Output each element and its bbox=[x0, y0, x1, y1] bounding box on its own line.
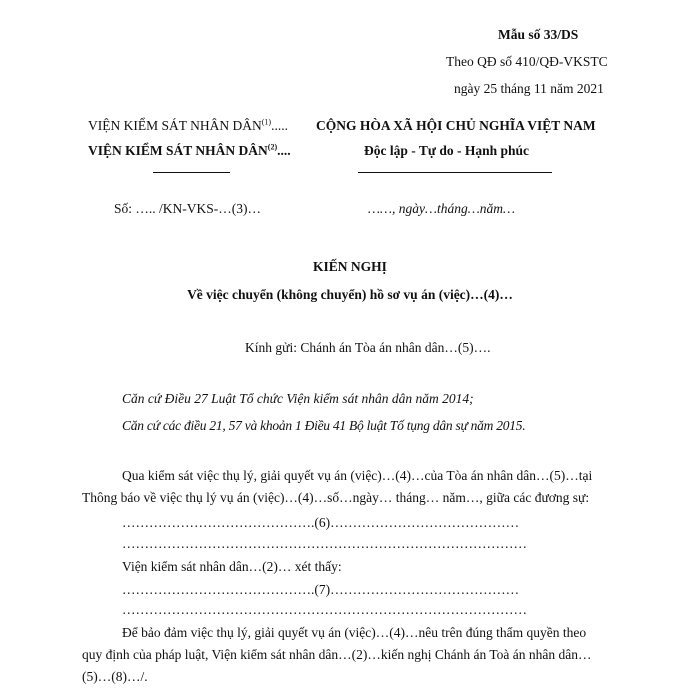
document-title: KIẾN NGHỊ bbox=[313, 259, 387, 274]
procuracy-line-1-text: VIỆN KIỂM SÁT NHÂN DÂN bbox=[88, 118, 262, 133]
place-and-date: ……, ngày…tháng…năm… bbox=[368, 201, 516, 216]
fill-field-7-line1: …………………………………….(7)…………………………………… bbox=[122, 582, 520, 597]
procuracy-line-1-tail: ..... bbox=[271, 118, 288, 133]
fill-field-7-line2: ……………………………………………………………………………… bbox=[122, 602, 527, 617]
legal-basis-1: Căn cứ Điều 27 Luật Tổ chức Viện kiểm sát nhân dân năm 2014; bbox=[122, 391, 474, 406]
recipient: Kính gửi: Chánh án Tòa án nhân dân…(5)…. bbox=[245, 340, 491, 355]
left-header-rule bbox=[153, 172, 230, 173]
body-para2: Viện kiểm sát nhân dân…(2)… xét thấy: bbox=[122, 559, 342, 574]
document-number: Số: ….. /KN-VKS-…(3)… bbox=[114, 201, 261, 216]
procuracy-line-1-note: (1) bbox=[261, 117, 272, 127]
legal-basis-2: Căn cứ các điều 21, 57 và khoản 1 Điều 41 Bộ luật Tố tụng dân sự năm 2015. bbox=[122, 418, 526, 433]
body-para3-line3: (5)…(8)…/. bbox=[82, 669, 148, 684]
right-header-rule bbox=[358, 172, 552, 173]
procuracy-line-2-text: VIỆN KIỂM SÁT NHÂN DÂN bbox=[88, 143, 268, 158]
body-para1-line2: Thông báo về việc thụ lý vụ án (việc)…(4)…số…ngày… tháng… năm…, giữa các đương sự: bbox=[82, 490, 590, 505]
decision-date: ngày 25 tháng 11 năm 2021 bbox=[454, 81, 604, 96]
form-number: Mẫu số 33/DS bbox=[498, 27, 579, 42]
procuracy-line-1 bbox=[88, 118, 288, 134]
fill-field-6-line2: ……………………………………………………………………………… bbox=[122, 536, 527, 551]
national-title: CỘNG HÒA XÃ HỘI CHỦ NGHĨA VIỆT NAM bbox=[316, 118, 596, 133]
fill-field-6-line1: …………………………………….(6)…………………………………… bbox=[122, 515, 520, 530]
body-para3-line2: quy định của pháp luật, Viện kiểm sát nhân dân…(2)…kiến nghị Chánh án Toà án nhân dân… bbox=[82, 647, 592, 662]
procuracy-line-2-tail: .... bbox=[277, 143, 291, 158]
national-motto: Độc lập - Tự do - Hạnh phúc bbox=[364, 143, 530, 158]
procuracy-line-2-note: (2) bbox=[267, 142, 278, 152]
body-para3-line1: Để bảo đảm việc thụ lý, giải quyết vụ án (việc)…(4)…nêu trên đúng thẩm quyền theo bbox=[122, 625, 587, 640]
decision-reference: Theo QĐ số 410/QĐ-VKSTC bbox=[446, 54, 608, 69]
procuracy-line-2 bbox=[88, 143, 291, 159]
body-para1-line1: Qua kiểm sát việc thụ lý, giải quyết vụ án (việc)…(4)…của Tòa án nhân dân…(5)…tại bbox=[122, 468, 593, 483]
document-subject: Về việc chuyển (không chuyển) hồ sơ vụ án (việc)…(4)… bbox=[187, 287, 513, 302]
